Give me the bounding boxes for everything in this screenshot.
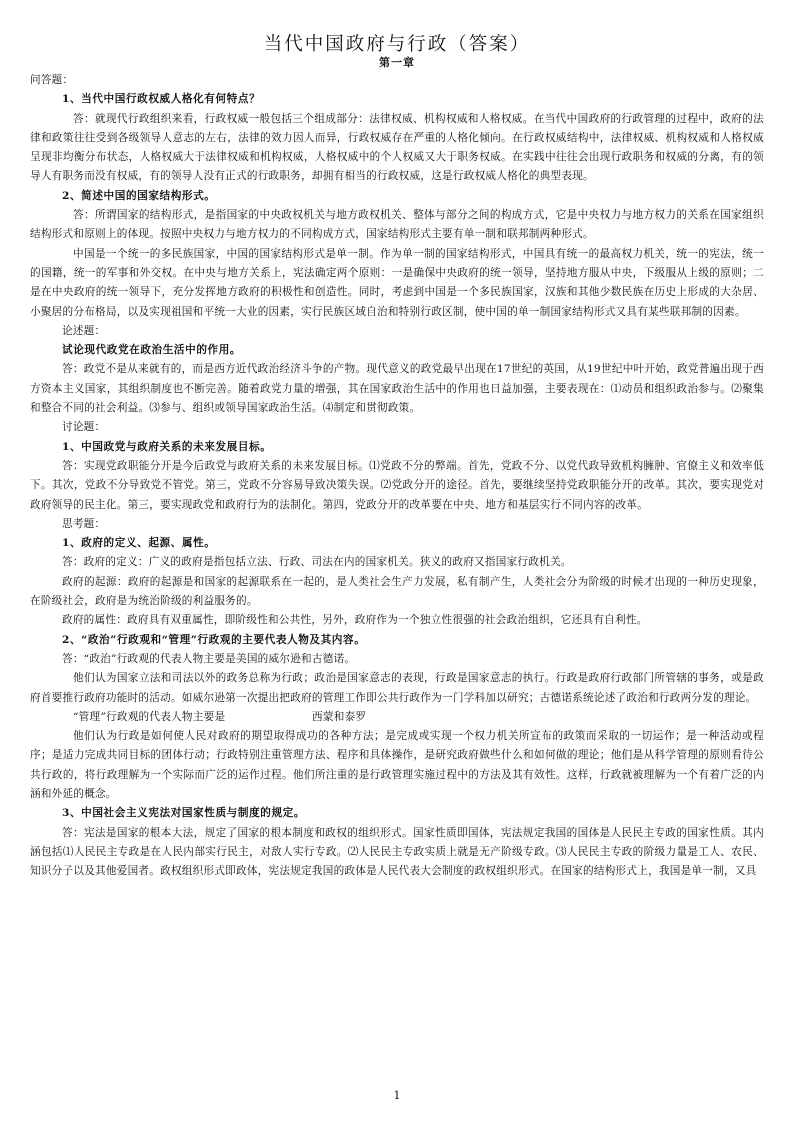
section-heading: 试论现代政党在政治生活中的作用。 [62, 344, 242, 357]
paragraph: 答：所谓国家的结构形式，是指国家的中央政权机关与地方政权机关、整体与部分之间的构成方式，它是中央权力与地方权力的关系在国家组织结构形式和原则上的体现。按照中央权力与地方权力的不同构成方式，国家结构形式主要有单一制和联邦制两种形式。 [30, 209, 764, 241]
section-heading: 2、简述中国的国家结构形式。 [62, 189, 216, 202]
document-body [30, 71, 764, 881]
paragraph: 政府的起源：政府的起源是和国家的起源联系在一起的，是人类社会生产力发展，私有制产生，人类社会分为阶级的时候才出现的一种历史现象，在阶级社会，政府是为统治阶级的利益服务的。 [30, 575, 764, 608]
paragraph: 答：“政治”行政观的代表人物主要是美国的威尔逊和古德诺。 [62, 652, 356, 665]
document-title: 当代中国政府与行政（答案） [263, 34, 531, 55]
paragraph: 答：政府的定义：广义的政府是指包括立法、行政、司法在内的国家机关。狭义的政府又指国家行政机关。 [62, 556, 572, 569]
paragraph: “管理”行政观的代表人物主要是 西蒙和泰罗 [73, 710, 367, 723]
paragraph: 思考题： [62, 517, 106, 530]
paragraph: 他们认为行政是如何使人民对政府的期望取得成功的各种方法；是完成或实现一个权力机关所宣布的政策而采取的一切运作；是一种活动或程序；是适力完成共同目标的团体行动；行政特别注重管理方法、程序和具体操作，是研究政府做些什么和如何做的理论；他们是从科学管理的原则看待公共行政的，将行政理解为一个实际而广泛的运作过程。他们所注重的是行政管理实施过程中的方法及其有效性。这样，行政就被理解为一个有着广泛的内涵和外延的概念。 [30, 730, 764, 800]
paragraph: 答：政党不是从来就有的，而是西方近代政治经济斗争的产物。现代意义的政党最早出现在17世纪的英国，从19世纪中叶开始，政党普遍出现于西方资本主义国家，其组织制度也不断完善。随着政党力量的增强，其在国家政治生活中的作用也日益加强，主要表现在：⑴动员和组织政治参与。⑵聚集和整合不同的社会利益。⑶参与、组织或领导国家政治生活。⑷制定和贯彻政策。 [30, 363, 764, 415]
page-number: 1 [393, 1089, 401, 1102]
section-heading: 1、政府的定义、起源、属性。 [62, 537, 216, 550]
section-heading: 1、当代中国行政权威人格化有何特点？ [62, 93, 261, 106]
paragraph: 问答题： [30, 74, 74, 86]
section-heading: 3、中国社会主义宪法对国家性质与制度的规定。 [62, 807, 306, 820]
paragraph: 答：实现党政职能分开是今后政党与政府关系的未来发展目标。⑴党政不分的弊端。首先，党政不分、以党代政导致机构臃肿、官僚主义和效率低下。其次，党政不分导致党不管党。第三，党政不分容易导致决策失误。⑵党政分开的途径。首先，要继续坚持党政职能分开的改革。其次，要实现党对政府领导的民主化。第三，要实现政党和政府行为的法制化。第四，党政分开的改革要在中央、地方和基层实行不同内容的改革。 [30, 459, 764, 511]
section-heading: 1、中国政党与政府关系的未来发展目标。 [62, 440, 272, 453]
paragraph: 答：宪法是国家的根本大法，规定了国家的根本制度和政权的组织形式。国家性质即国体，宪法规定我国的国体是人民民主专政的国家性质。其内涵包括⑴人民民主专政是在人民内部实行民主，对敌人实行专政。⑵人民民主专政实质上就是无产阶级专政。⑶人民民主专政的阶级力量是工人、农民、知识分子以及其他爱国者。政权组织形式即政体，宪法规定我国的政体是人民代表大会制度的政权组织形式。在国家的结构形式上，我国是单一制，又具 [30, 826, 764, 878]
paragraph: 政府的属性：政府具有双重属性，即阶级性和公共性，另外，政府作为一个独立性很强的社会政治组织，它还具有自利性。 [62, 614, 648, 627]
section-heading: 2、“政治”行政观和“管理”行政观的主要代表人物及其内容。 [62, 633, 366, 646]
paragraph: 答：就现代行政组织来看，行政权威一般包括三个组成部分：法律权威、机构权威和人格权威。在当代中国政府的行政管理的过程中，政府的法律和政策往往受到各级领导人意志的左右，法律的效力因人而异，行政权威存在严重的人格化倾向。在行政权威结构中，法律权威、机构权威和人格权威呈现非均衡分布状态，人格权威大于法律权威和机构权威，人格权威中的个人权威又大于职务权威。在实践中往往会出现行政职务和权威的分离，有的领导人有职务而没有权威，有的领导人没有正式的行政职务，却拥有相当的行政权威，这是行政权威人格化的典型表现。 [30, 112, 764, 183]
chapter-heading: 第一章 [379, 56, 415, 69]
paragraph: 中国是一个统一的多民族国家，中国的国家结构形式是单一制。作为单一制的国家结构形式，中国具有统一的最高权力机关，统一的宪法，统一的国籍，统一的军事和外交权。在中央与地方关系上，宪法确定两个原则：一是确保中央政府的统一领导，坚持地方服从中央，下级服从上级的原则；二是在中央政府的统一领导下，充分发挥地方政府的积极性和创造性。同时，考虑到中国是一个多民族国家，汉族和其他少数民族在历史上形成的大杂居、小聚居的分布格局，以及实现祖国和平统一大业的因素，实行民族区域自治和特别行政区制，使中国的单一制国家结构形式又具有某些联邦制的因素。 [30, 247, 764, 318]
paragraph: 论述题： [62, 324, 106, 337]
paragraph: 讨论题： [62, 421, 106, 434]
paragraph: 他们认为国家立法和司法以外的政务总称为行政；政治是国家意志的表现，行政是国家意志的执行。行政是政府行政部门所管辖的事务，或是政府首要推行政府功能时的活动。如威尔逊第一次提出把政府的管理工作即公共行政作为一门学科加以研究；古德诺系统论述了政治和行政两分发的理论。 [30, 672, 764, 704]
